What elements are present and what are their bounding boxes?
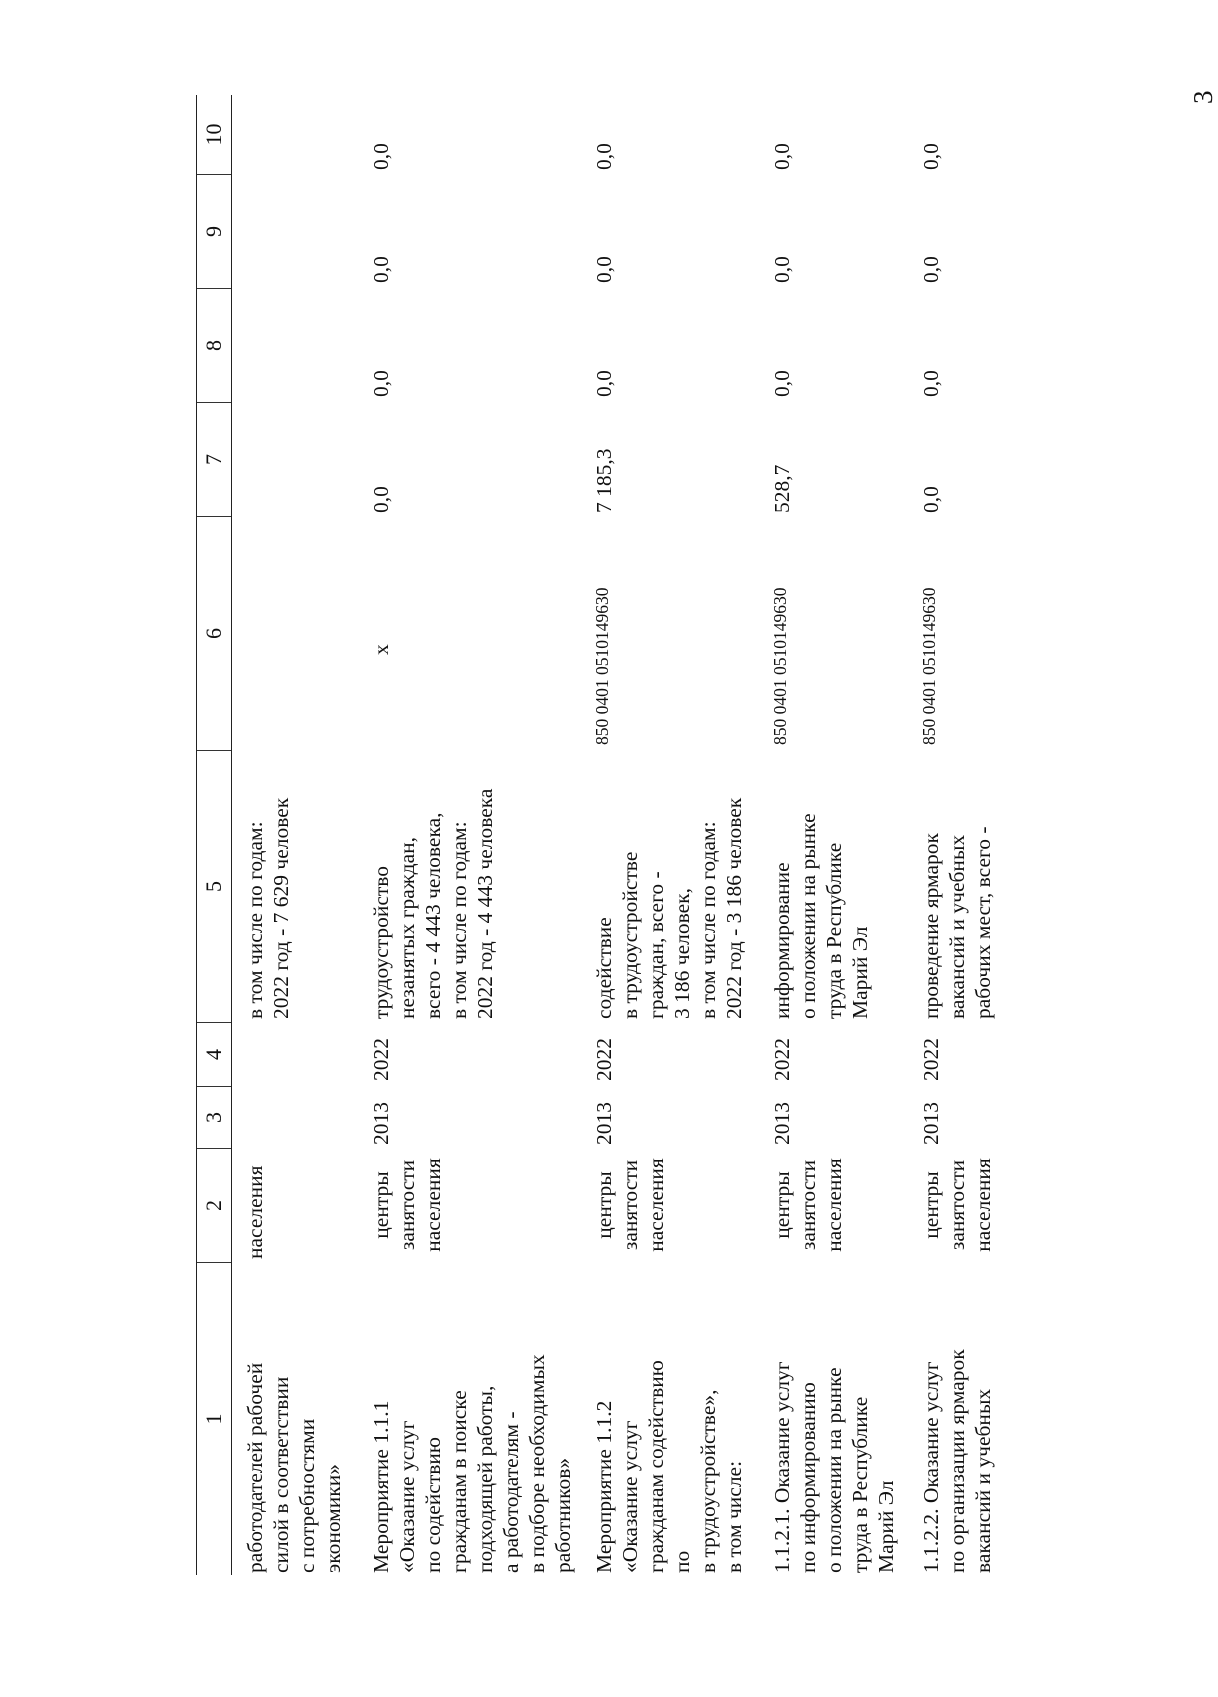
text-line: по организации ярмарок [945, 1349, 969, 1573]
text-line: Мероприятие 1.1.2 [592, 1400, 616, 1573]
header-col-1: 1 [201, 1413, 226, 1425]
text-line: 3 186 человек, [670, 888, 694, 1019]
row-value-col8: 0,0 [770, 370, 794, 397]
header-col-7: 7 [197, 403, 231, 517]
text-line: подходящей работы, [473, 1385, 497, 1573]
text-line: центры [369, 1171, 393, 1239]
text-line: «Оказание услуг [618, 1420, 642, 1573]
row-budget-code: x [369, 644, 393, 655]
text-line: населения [243, 1165, 267, 1259]
row-value-col10: 0,0 [919, 143, 943, 170]
row-description [769, 1269, 899, 1573]
header-col-9: 9 [197, 175, 231, 289]
text-line: по информированию [796, 1382, 820, 1573]
row-result [242, 753, 294, 1019]
text-line: гражданам в поиске [447, 1390, 471, 1573]
text-line: о положении на рынке [796, 813, 820, 1019]
text-line: содействие [592, 917, 616, 1019]
row-value-col9: 0,0 [369, 256, 393, 283]
text-line: населения [822, 1158, 846, 1252]
row-result [591, 753, 747, 1019]
header-col-8: 8 [197, 289, 231, 403]
row-value-col10: 0,0 [592, 143, 616, 170]
text-line: Марий Эл [874, 1480, 898, 1573]
text-line: гражданам содействию [644, 1360, 668, 1573]
row-value-col8: 0,0 [369, 370, 393, 397]
text-line: 2022 год - 3 186 человек [722, 797, 746, 1019]
text-line: с потребностями [295, 1418, 319, 1573]
header-col-6: 6 [197, 517, 231, 751]
row-budget-code: 850 0401 0510149630 [592, 587, 612, 745]
text-line: в том числе по годам: [447, 821, 471, 1019]
text-line: в том числе по годам: [696, 821, 720, 1019]
row-executor [591, 1151, 669, 1259]
text-line: в подборе необходимых [525, 1354, 549, 1573]
header-col-2: 2 [197, 1149, 231, 1263]
row-budget-code: 850 0401 0510149630 [919, 587, 939, 745]
text-line: Марий Эл [848, 926, 872, 1019]
header-col-3: 3 [197, 1087, 231, 1149]
text-line: населения [421, 1158, 445, 1252]
text-line: центры [770, 1171, 794, 1239]
text-line: трудоустройство [369, 865, 393, 1019]
page-number: 3 [1188, 90, 1218, 104]
row-result [769, 753, 873, 1019]
header-col-4: 4 [197, 1023, 231, 1087]
text-line: работодателей рабочей [243, 1362, 267, 1573]
document-table [196, 95, 995, 1575]
row-executor [918, 1151, 996, 1259]
text-line: в том числе: [722, 1460, 746, 1573]
text-line: в том числе по годам: [243, 821, 267, 1019]
text-line: в трудоустройстве [618, 851, 642, 1019]
text-line: занятости [796, 1159, 820, 1251]
row-value-col10: 0,0 [369, 143, 393, 170]
text-line: а работодателям - [499, 1411, 523, 1573]
text-line: работников» [551, 1457, 575, 1573]
text-line: занятости [395, 1159, 419, 1251]
text-line: в трудоустройстве», [696, 1389, 720, 1573]
header-col-10: 10 [197, 95, 231, 175]
row-description [591, 1269, 747, 1573]
row-end-year: 2022 [919, 1038, 943, 1081]
text-line: экономики» [321, 1464, 345, 1573]
row-executor [242, 1151, 268, 1259]
text-line: населения [971, 1158, 995, 1252]
text-line: вакансий и учебных [971, 1388, 995, 1573]
text-line: всего - 4 443 человека, [421, 812, 445, 1019]
row-start-year: 2013 [592, 1102, 616, 1145]
text-line: занятости [618, 1159, 642, 1251]
row-start-year: 2013 [369, 1102, 393, 1145]
row-result [918, 753, 996, 1019]
row-value-col9: 0,0 [592, 256, 616, 283]
text-line: по содействию [421, 1437, 445, 1573]
text-line: 1.1.2.1. Оказание услуг [770, 1361, 794, 1573]
row-value-col7: 0,0 [369, 486, 393, 513]
text-line: информирование [770, 862, 794, 1019]
row-value-col7: 0,0 [919, 486, 943, 513]
row-value-col9: 0,0 [770, 256, 794, 283]
row-value-col8: 0,0 [919, 370, 943, 397]
row-value-col8: 0,0 [592, 370, 616, 397]
row-value-col10: 0,0 [770, 143, 794, 170]
text-line: вакансий и учебных [945, 834, 969, 1019]
text-line: рабочих мест, всего - [971, 826, 995, 1019]
row-end-year: 2022 [592, 1038, 616, 1081]
row-budget-code: 850 0401 0510149630 [770, 587, 790, 745]
row-start-year: 2013 [770, 1102, 794, 1145]
text-line: по [670, 1550, 694, 1573]
text-line: населения [644, 1158, 668, 1252]
row-description [242, 1269, 346, 1573]
row-description [918, 1269, 996, 1573]
text-line: труда в Республике [822, 842, 846, 1019]
text-line: 1.1.2.2. Оказание услуг [919, 1361, 943, 1573]
text-line: «Оказание услуг [395, 1420, 419, 1573]
row-end-year: 2022 [770, 1038, 794, 1081]
row-description [368, 1269, 576, 1573]
text-line: силой в соответствии [269, 1376, 293, 1573]
row-end-year: 2022 [369, 1038, 393, 1081]
text-line: 2022 год - 4 443 человека [473, 788, 497, 1019]
text-line: граждан, всего - [644, 871, 668, 1019]
text-line: проведение ярмарок [919, 833, 943, 1019]
text-line: занятости [945, 1159, 969, 1251]
text-line: центры [592, 1171, 616, 1239]
row-start-year: 2013 [919, 1102, 943, 1145]
text-line: незанятых граждан, [395, 836, 419, 1019]
row-value-col7: 7 185,3 [592, 448, 616, 513]
text-line: о положении на рынке [822, 1367, 846, 1573]
text-line: 2022 год - 7 629 человек [269, 797, 293, 1019]
row-result [368, 753, 498, 1019]
row-executor [368, 1151, 446, 1259]
header-col-5: 5 [197, 751, 231, 1023]
row-executor [769, 1151, 847, 1259]
table-header-row [196, 95, 232, 1575]
row-value-col7: 528,7 [770, 464, 794, 513]
text-line: центры [919, 1171, 943, 1239]
text-line: Мероприятие 1.1.1 [369, 1400, 393, 1573]
text-line: труда в Республике [848, 1396, 872, 1573]
row-value-col9: 0,0 [919, 256, 943, 283]
